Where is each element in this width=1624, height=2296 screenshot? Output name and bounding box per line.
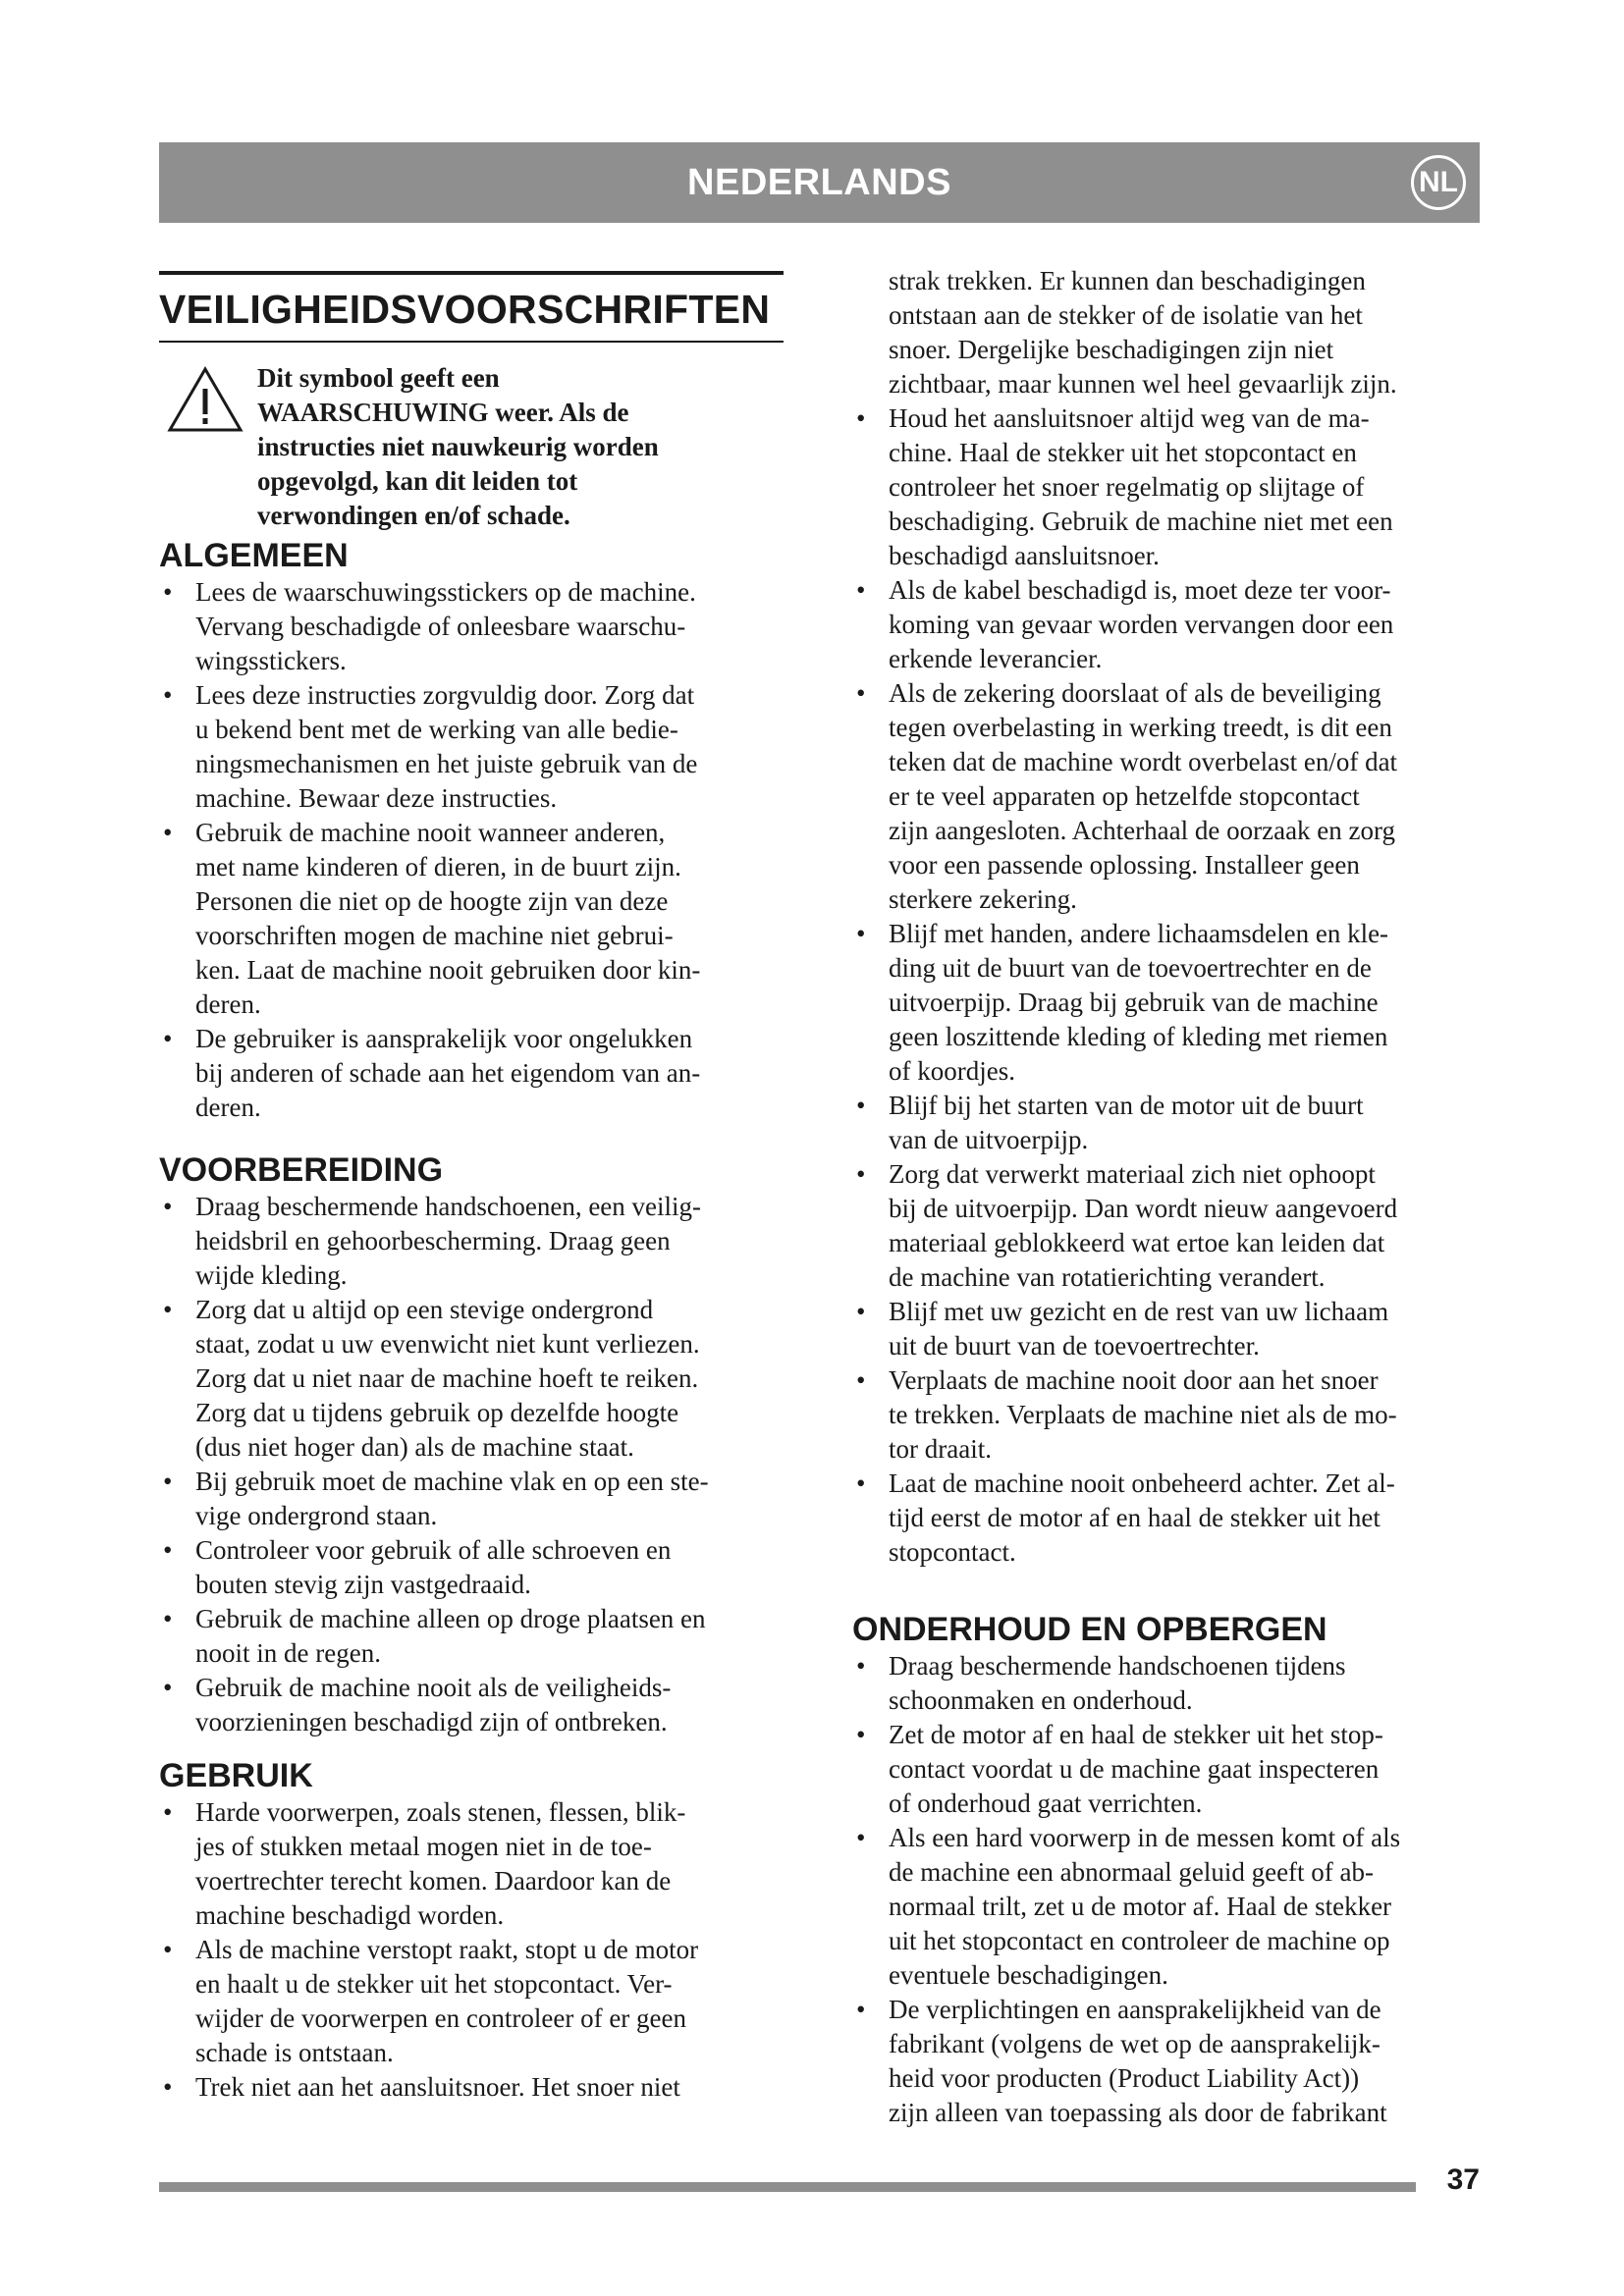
text-line: fabrikant (volgens de wet op de aansprakelijk- [889, 2029, 1380, 2058]
text-line: • Harde voorwerpen, zoals stenen, flessen, blik- [195, 1797, 686, 1827]
warning-line: Dit symbool geeft een [257, 363, 500, 393]
list-item [159, 1602, 784, 1671]
section-heading: ALGEMEEN [159, 537, 349, 574]
list-item [159, 1933, 784, 2070]
text-line: voorzieningen beschadigd zijn of ontbreken. [195, 1707, 668, 1736]
text-line: • Trek niet aan het aansluitsnoer. Het snoer niet [195, 2072, 680, 2102]
text-line: voor een passende oplossing. Installeer geen [889, 850, 1360, 880]
text-line: zichtbaar, maar kunnen wel heel gevaarlijk zijn. [889, 369, 1397, 399]
text-line: deren. [195, 989, 261, 1019]
text-line: strak trekken. Er kunnen dan beschadigingen [889, 266, 1366, 295]
section-heading: ONDERHOUD EN OPBERGEN [852, 1611, 1327, 1648]
text-line: • Gebruik de machine alleen op droge plaatsen en [195, 1604, 706, 1633]
text-line: voertrechter terecht komen. Daardoor kan de [195, 1866, 672, 1896]
list-item [159, 1022, 784, 1125]
text-line: zijn aangesloten. Achterhaal de oorzaak en zorg [889, 816, 1396, 845]
text-line: heidsbril en gehoorbescherming. Draag geen [195, 1226, 671, 1255]
bullet-list [852, 1649, 1481, 2130]
text-line: • Als de zekering doorslaat of als de beveiliging [889, 678, 1381, 708]
text-line: zijn alleen van toepassing als door de fabrikant [889, 2098, 1387, 2127]
text-line: bouten stevig zijn vastgedraaid. [195, 1570, 531, 1599]
warning-line: instructies niet nauwkeurig worden [257, 432, 659, 461]
text-line: chine. Haal de stekker uit het stopcontact en [889, 438, 1357, 467]
warning-block [159, 361, 784, 530]
text-line: • Draag beschermende handschoenen tijdens [889, 1651, 1346, 1681]
text-line: Zorg dat u niet naar de machine hoeft te reiken. [195, 1363, 699, 1393]
banner-title: NEDERLANDS [687, 162, 951, 203]
list-item [159, 1190, 784, 1293]
list-item [159, 1795, 784, 1933]
text-line: • Laat de machine nooit onbeheerd achter. Zet al- [889, 1468, 1395, 1498]
text-line: erkende leverancier. [889, 644, 1103, 673]
text-line: u bekend bent met de werking van alle bedie- [195, 715, 678, 744]
text-line: tegen overbelasting in werking treedt, is dit een [889, 713, 1392, 742]
text-line: • Als de machine verstopt raakt, stopt u de motor [195, 1935, 699, 1964]
section-heading: VOORBEREIDING [159, 1151, 444, 1189]
list-item [852, 676, 1481, 917]
list-item [852, 1821, 1481, 1993]
list-item [852, 573, 1481, 676]
bullet-list [852, 401, 1481, 1570]
text-line: staat, zodat u uw evenwicht niet kunt verliezen. [195, 1329, 700, 1359]
text-line: • Blijf met handen, andere lichaamsdelen en kle- [889, 919, 1389, 948]
list-item [852, 1089, 1481, 1157]
language-badge: NL [1411, 155, 1466, 210]
text-line: sterkere zekering. [889, 884, 1077, 914]
text-line: • Lees de waarschuwingsstickers op de machine. [195, 577, 696, 607]
bullet-list [159, 575, 784, 1125]
text-line: • Lees deze instructies zorgvuldig door. Zorg dat [195, 680, 695, 710]
text-line: tor draait. [889, 1434, 992, 1464]
text-line: • Controleer voor gebruik of alle schroeven en [195, 1535, 672, 1565]
text-line: uit de buurt van de toevoertrechter. [889, 1331, 1260, 1361]
text-line: uit het stopcontact en controleer de machine op [889, 1926, 1390, 1955]
text-line: voorschriften mogen de machine niet gebrui- [195, 921, 674, 950]
text-line: machine. Bewaar deze instructies. [195, 783, 558, 813]
text-line: teken dat de machine wordt overbelast en/of dat [889, 747, 1398, 776]
text-line: heid voor producten (Product Liability Act)) [889, 2063, 1360, 2093]
list-item [852, 1157, 1481, 1295]
text-line: deren. [195, 1093, 261, 1122]
bullet-list [159, 1190, 784, 1739]
text-line: controleer het snoer regelmatig op slijtage of [889, 472, 1365, 502]
list-item [159, 816, 784, 1022]
text-line: Vervang beschadigde of onleesbare waarschu- [195, 612, 686, 641]
text-line: schade is ontstaan. [195, 2038, 394, 2067]
page-number: 37 [1446, 2163, 1480, 2196]
text-line: wingsstickers. [195, 646, 347, 675]
list-item [159, 1465, 784, 1533]
list-item [159, 1671, 784, 1739]
section-onderhoud [852, 1610, 1481, 2130]
warning-text [257, 361, 778, 533]
text-line: Personen die niet op de hoogte zijn van deze [195, 886, 669, 916]
text-line: stopcontact. [889, 1537, 1016, 1567]
text-line: koming van gevaar worden vervangen door een [889, 610, 1394, 639]
list-item [852, 1718, 1481, 1821]
text-line: • Bij gebruik moet de machine vlak en op een ste- [195, 1467, 709, 1496]
text-line: Zorg dat u tijdens gebruik op dezelfde hoogte [195, 1398, 679, 1427]
text-line: • Draag beschermende handschoenen, een veilig- [195, 1192, 702, 1221]
list-item [159, 575, 784, 678]
list-item [852, 401, 1481, 573]
section-gebruik [159, 1756, 784, 2105]
text-line: met name kinderen of dieren, in de buurt zijn. [195, 852, 681, 881]
text-line: of koordjes. [889, 1056, 1015, 1086]
text-line: vige ondergrond staan. [195, 1501, 438, 1530]
text-line: • Als een hard voorwerp in de messen komt of als [889, 1823, 1401, 1852]
text-line: ontstaan aan de stekker of de isolatie van het [889, 300, 1363, 330]
warning-triangle-icon [167, 365, 244, 434]
text-line: en haalt u de stekker uit het stopcontact. Ver- [195, 1969, 673, 1999]
text-line: wijder de voorwerpen en controleer of er geen [195, 2003, 687, 2033]
continuation-text [852, 264, 1481, 401]
text-line: jes of stukken metaal mogen niet in de toe- [195, 1832, 652, 1861]
text-line: • Verplaats de machine nooit door aan het snoer [889, 1365, 1379, 1395]
list-item [852, 1467, 1481, 1570]
section-voorbereiding [159, 1150, 784, 1739]
text-line: • Zorg dat u altijd op een stevige ondergrond [195, 1295, 654, 1324]
text-line: de machine een abnormaal geluid geeft of ab- [889, 1857, 1375, 1887]
list-item [852, 1993, 1481, 2130]
warning-line: WAARSCHUWING weer. Als de [257, 398, 629, 427]
text-line: ningsmechanismen en het juiste gebruik van de [195, 749, 698, 778]
text-line: • Gebruik de machine nooit wanneer anderen, [195, 818, 666, 847]
warning-line: verwondingen en/of schade. [257, 501, 570, 530]
text-line: bij anderen of schade aan het eigendom van an- [195, 1058, 701, 1088]
text-line: uitvoerpijp. Draag bij gebruik van de machine [889, 988, 1379, 1017]
text-line: • Blijf met uw gezicht en de rest van uw lichaam [889, 1297, 1389, 1326]
text-line: wijde kleding. [195, 1260, 348, 1290]
warning-line: opgevolgd, kan dit leiden tot [257, 466, 578, 496]
page-title: VEILIGHEIDSVOORSCHRIFTEN [159, 271, 784, 343]
text-line: te trekken. Verplaats de machine niet als de mo- [889, 1400, 1397, 1429]
text-line: snoer. Dergelijke beschadigingen zijn niet [889, 335, 1334, 364]
text-line: machine beschadigd worden. [195, 1900, 505, 1930]
bullet-list [159, 1795, 784, 2105]
section-algemeen [159, 536, 784, 1125]
text-line: • Gebruik de machine nooit als de veiligheids- [195, 1673, 672, 1702]
text-line: • Als de kabel beschadigd is, moet deze ter voor- [889, 575, 1391, 605]
text-line: (dus niet hoger dan) als de machine staat. [195, 1432, 634, 1462]
text-line: er te veel apparaten op hetzelfde stopcontact [889, 781, 1360, 811]
list-item [159, 1533, 784, 1602]
text-line: • De verplichtingen en aansprakelijkheid van de [889, 1995, 1381, 2024]
list-item [159, 2070, 784, 2105]
gebruik-continued [852, 264, 1481, 1570]
text-line: contact voordat u de machine gaat inspecteren [889, 1754, 1380, 1784]
list-item [159, 678, 784, 816]
list-item [852, 1295, 1481, 1363]
text-line: bij de uitvoerpijp. Dan wordt nieuw aangevoerd [889, 1194, 1398, 1223]
text-line: ding uit de buurt van de toevoertrechter en de [889, 953, 1372, 983]
text-line: tijd eerst de motor af en haal de stekker uit het [889, 1503, 1380, 1532]
language-banner [159, 142, 1480, 223]
list-item [852, 1363, 1481, 1467]
footer-rule [159, 2182, 1416, 2192]
text-line: • Blijf bij het starten van de motor uit de buurt [889, 1091, 1364, 1120]
text-line: nooit in de regen. [195, 1638, 381, 1668]
text-line: • Zorg dat verwerkt materiaal zich niet ophoopt [889, 1159, 1376, 1189]
text-line: geen loszittende kleding of kleding met riemen [889, 1022, 1388, 1051]
section-heading: GEBRUIK [159, 1757, 313, 1794]
text-line: • Houd het aansluitsnoer altijd weg van de ma- [889, 403, 1370, 433]
text-line: van de uitvoerpijp. [889, 1125, 1089, 1154]
text-line: normaal trilt, zet u de motor af. Haal de stekker [889, 1892, 1392, 1921]
text-line: • Zet de motor af en haal de stekker uit het stop- [889, 1720, 1383, 1749]
list-item [852, 1649, 1481, 1718]
text-line: schoonmaken en onderhoud. [889, 1685, 1193, 1715]
text-line: de machine van rotatierichting verandert. [889, 1262, 1326, 1292]
text-line: beschadigd aansluitsnoer. [889, 541, 1160, 570]
list-item [852, 917, 1481, 1089]
text-line: beschadiging. Gebruik de machine niet met een [889, 507, 1393, 536]
text-line: ken. Laat de machine nooit gebruiken door kin- [195, 955, 701, 985]
text-line: eventuele beschadigingen. [889, 1960, 1168, 1990]
list-item [159, 1293, 784, 1465]
text-line: of onderhoud gaat verrichten. [889, 1789, 1203, 1818]
text-line: materiaal geblokkeerd wat ertoe kan leiden dat [889, 1228, 1385, 1257]
text-line: • De gebruiker is aansprakelijk voor ongelukken [195, 1024, 693, 1053]
